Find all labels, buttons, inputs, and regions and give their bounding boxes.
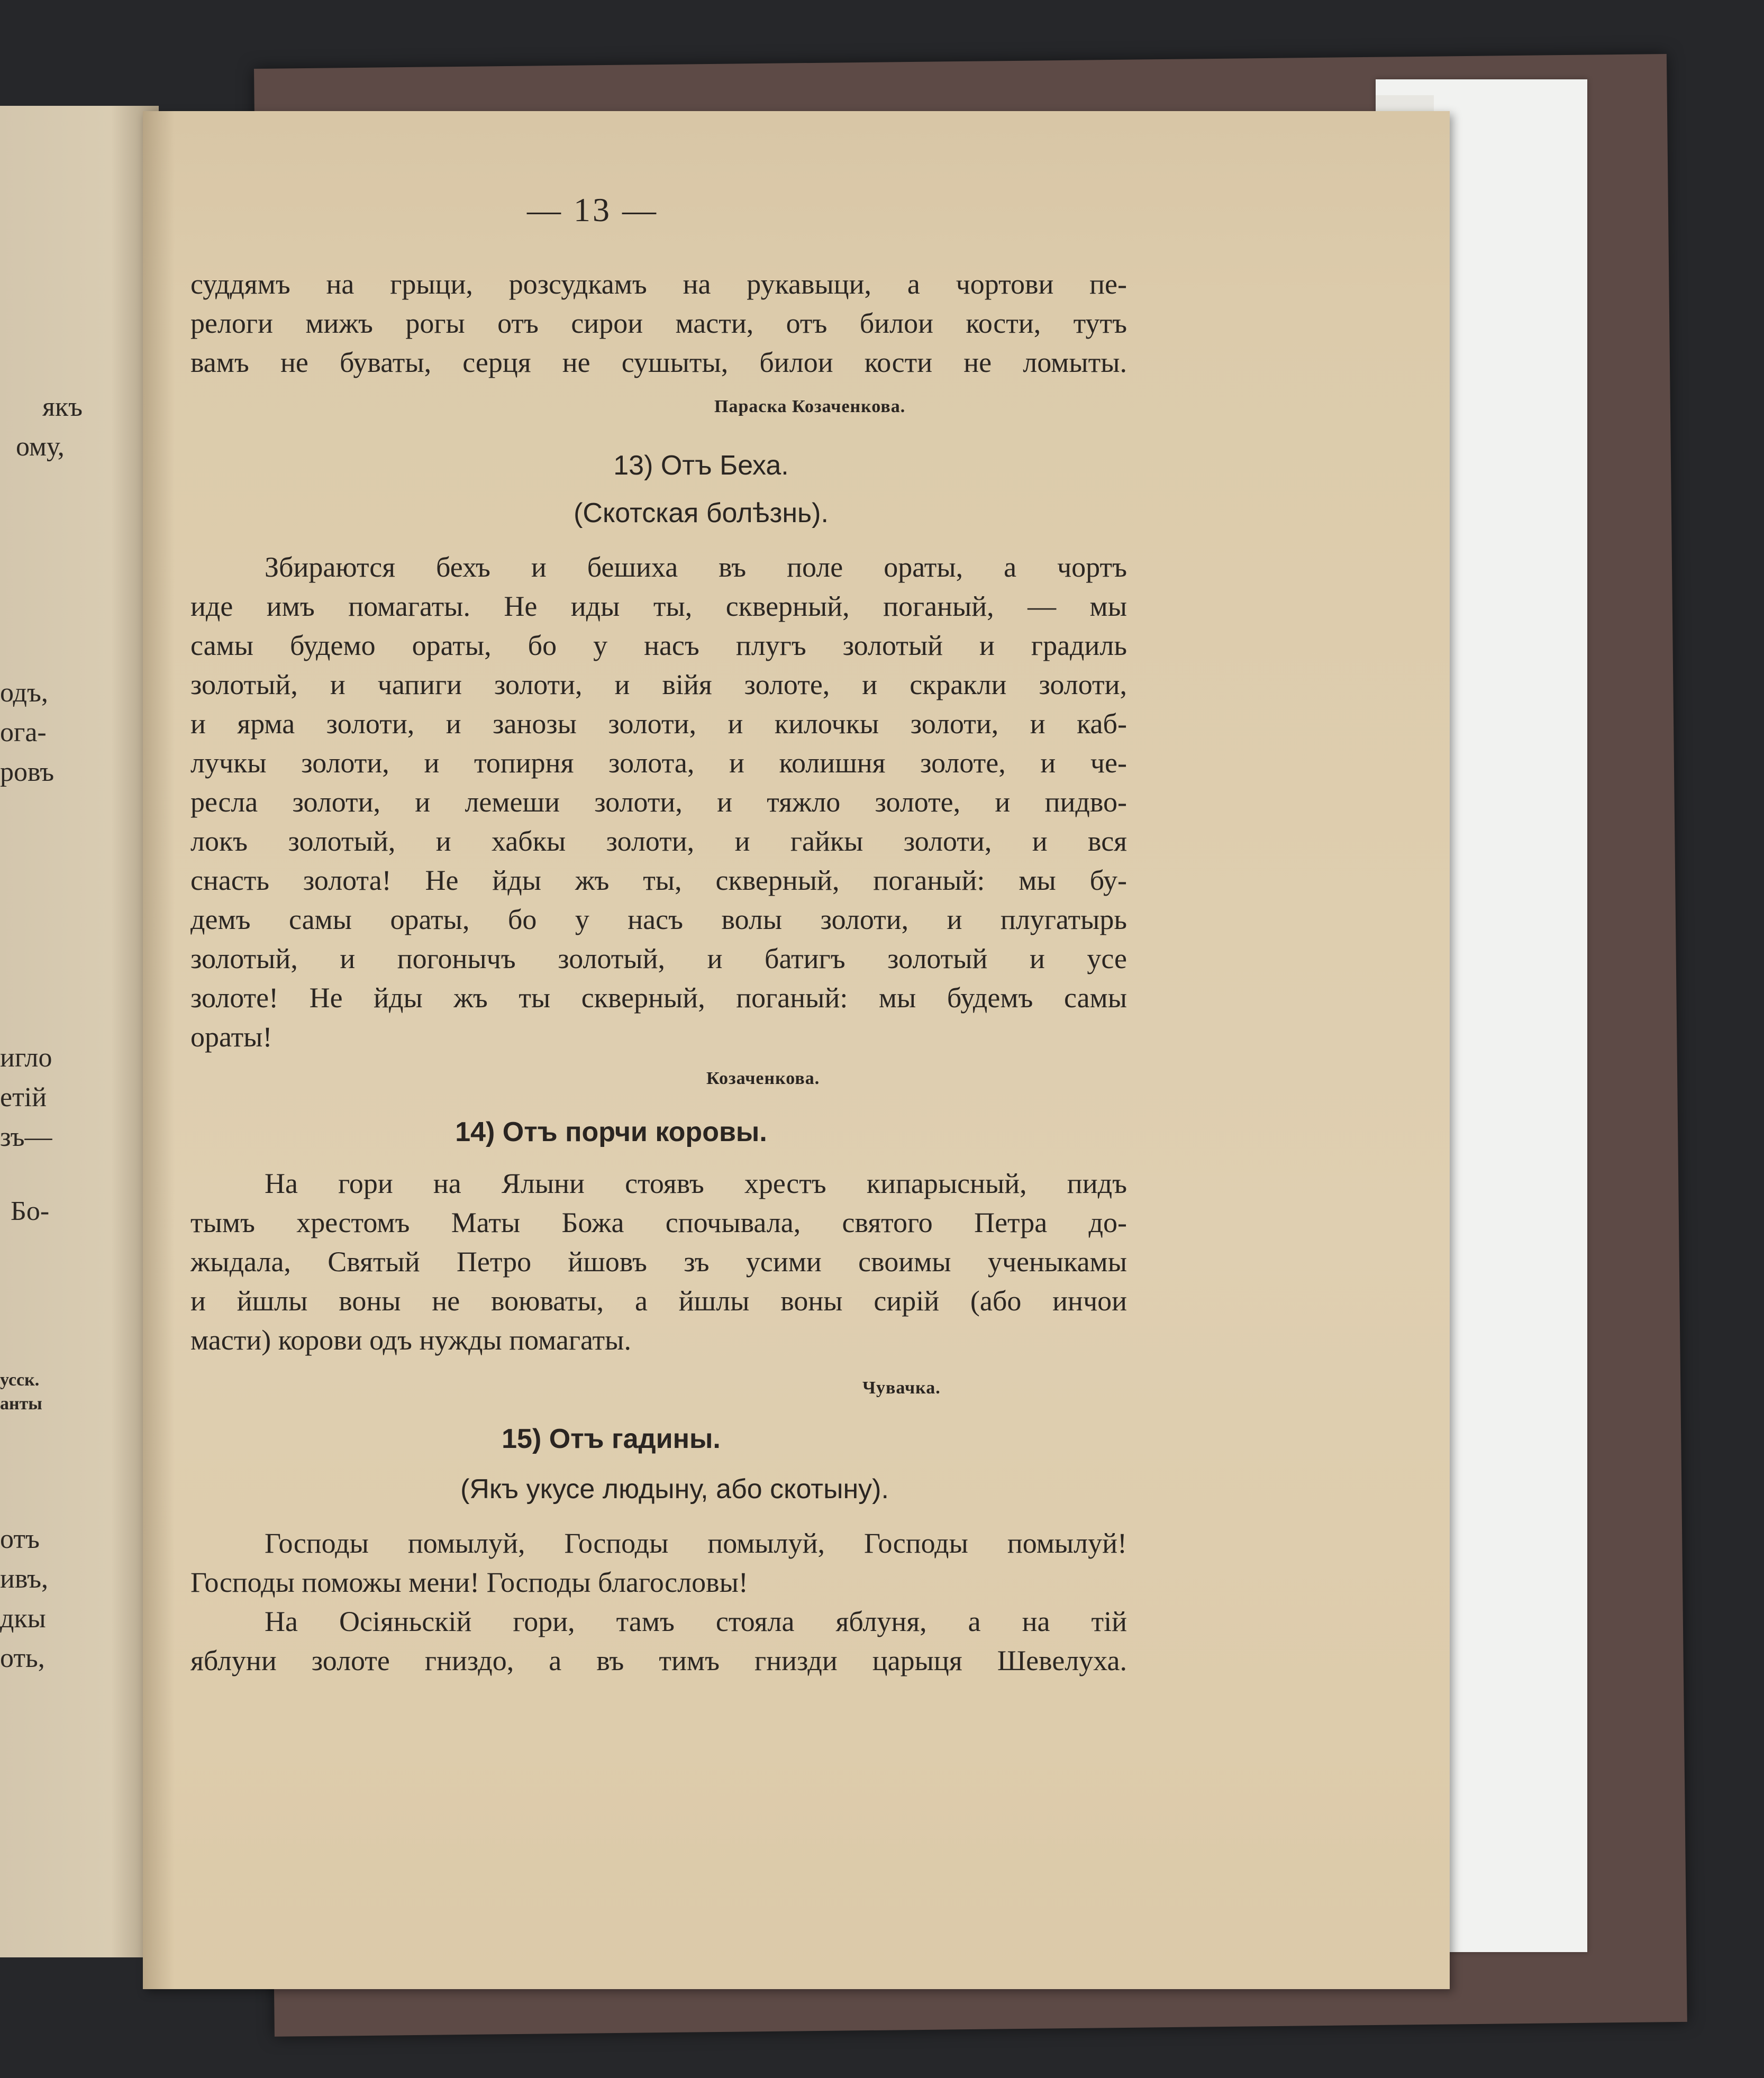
left-page-fragment: игло — [0, 1043, 52, 1073]
author-signature: Козаченкова. — [706, 1069, 820, 1088]
text-line: ресла золоти, и лемеши золоти, и тяжло золоте, и пидво- — [190, 786, 1127, 818]
left-page-fragment: ому, — [16, 432, 65, 462]
left-page-fragment: Бо- — [11, 1196, 50, 1226]
left-page-fragment: зъ— — [0, 1122, 52, 1152]
text-line: Господы поможы мени! Господы благословы! — [190, 1566, 748, 1598]
text-line: жыдала, Святый Петро йшовъ зъ усими своимы ученыкамы — [190, 1246, 1127, 1278]
left-page-fragment: ровъ — [0, 757, 54, 787]
left-page-fragment: якъ — [42, 392, 83, 422]
text-line: золотый, и погонычъ золотый, и батигъ золотый и усе — [190, 943, 1127, 974]
text-line: тымъ хрестомъ Маты Божа спочывала, святого Петра до- — [190, 1207, 1127, 1238]
text-line: лучкы золоти, и топирня золота, и колишня золоте, и че- — [190, 747, 1127, 779]
left-page-fragment: отъ — [0, 1524, 40, 1554]
book-page — [143, 111, 1450, 1989]
text-line: и йшлы воны не воюваты, а йшлы воны сирій (або инчои — [190, 1285, 1127, 1317]
text-line: Господы помылуй, Господы помылуй, Господы помылуй! — [265, 1527, 1127, 1559]
text-line: На Осіяньскій гори, тамъ стояла яблуня, а на тій — [265, 1606, 1127, 1637]
text-line: На гори на Ялыни стоявъ хрестъ кипарысный, пидъ — [265, 1168, 1127, 1199]
left-page-fragment: ивъ, — [0, 1564, 48, 1594]
text-line: золотый, и чапиги золоти, и війя золоте, и скракли золоти, — [190, 669, 1127, 700]
page-number: — 13 — — [527, 191, 658, 229]
left-page-fragment: етій — [0, 1082, 47, 1113]
text-line: суддямъ на грыци, розсудкамъ на рукавыци, а чортови пе- — [190, 268, 1127, 300]
left-page-fragment: анты — [0, 1394, 42, 1414]
text-line: вамъ не буваты, серця не сушыты, билои кости не ломыты. — [190, 347, 1127, 378]
left-page-fragment: усск. — [0, 1370, 40, 1390]
left-page — [0, 106, 159, 1957]
text-line: золоте! Не йды жъ ты скверный, поганый: мы будемъ самы — [190, 982, 1127, 1014]
left-page-fragment: одъ, — [0, 678, 48, 708]
left-page-fragment: ога- — [0, 717, 47, 748]
text-line: масти) корови одъ нужды помагаты. — [190, 1324, 631, 1356]
section-13-title: 13) Отъ Беха. — [613, 450, 789, 481]
text-line: релоги мижъ рогы отъ сирои масти, отъ билои кости, тутъ — [190, 307, 1127, 339]
text-line: иде имъ помагаты. Не иды ты, скверный, поганый, — мы — [190, 590, 1127, 622]
left-page-fragment: дкы — [0, 1603, 46, 1634]
text-line: самы будемо ораты, бо у насъ плугъ золотый и градиль — [190, 630, 1127, 661]
text-line: локъ золотый, и хабкы золоти, и гайкы золоти, и вся — [190, 825, 1127, 857]
section-15-title: 15) Отъ гадины. — [502, 1424, 721, 1454]
section-13-subtitle: (Скотская болѣзнь). — [574, 498, 829, 528]
author-signature: Чувачка. — [862, 1378, 941, 1398]
text-line: снасть золота! Не йды жъ ты, скверный, поганый: мы бу- — [190, 864, 1127, 896]
section-14-title: 14) Отъ порчи коровы. — [455, 1117, 767, 1147]
left-page-fragment: оть, — [0, 1643, 45, 1673]
section-15-subtitle: (Якъ укусе людыну, або скотыну). — [460, 1474, 889, 1505]
text-line: яблуни золоте гниздо, а въ тимъ гнизди царыця Шевелуха. — [190, 1645, 1127, 1676]
text-line: демъ самы ораты, бо у насъ волы золоти, и плугатырь — [190, 904, 1127, 935]
author-signature: Параска Козаченкова. — [714, 397, 906, 416]
page-spine-shadow — [143, 111, 175, 1989]
text-line: и ярма золоти, и занозы золоти, и килочкы золоти, и каб- — [190, 708, 1127, 740]
text-line: Збираются бехъ и бешиха въ поле ораты, а чортъ — [265, 551, 1127, 583]
text-line: ораты! — [190, 1021, 272, 1053]
